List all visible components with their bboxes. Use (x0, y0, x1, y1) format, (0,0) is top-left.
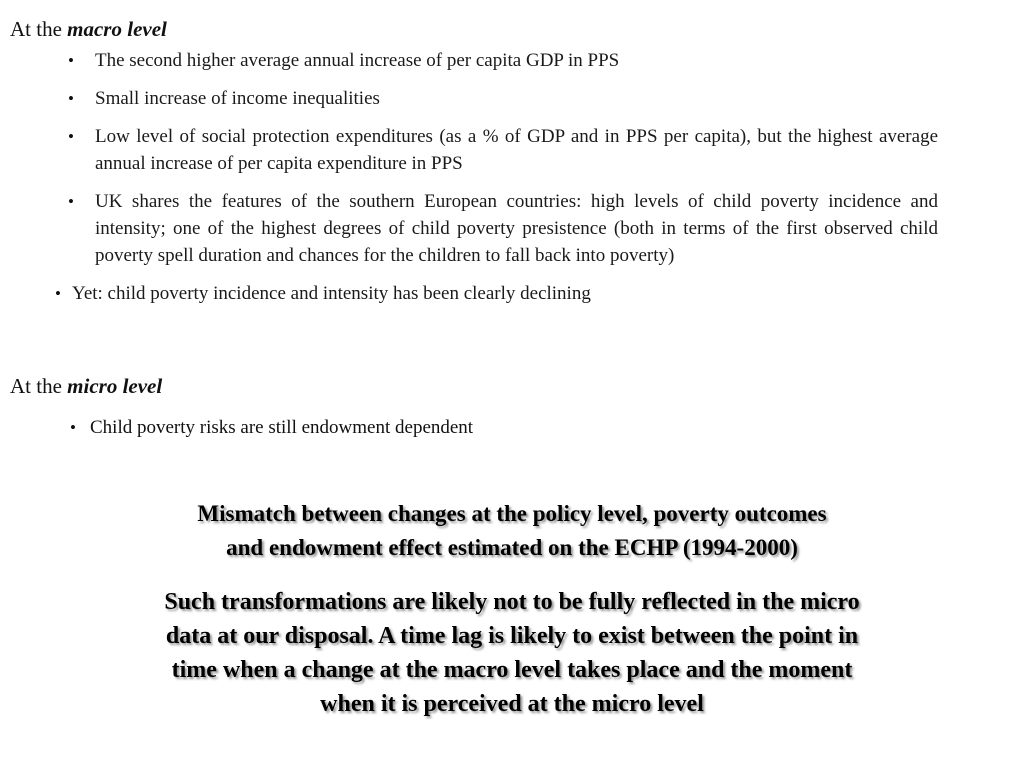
callout-body (0, 585, 1024, 721)
callout-title-line: and endowment effect estimated on the ECHP (1994-2000) (226, 535, 798, 560)
callout-title (0, 497, 1024, 565)
bullet-text: Child poverty risks are still endowment dependent (90, 417, 474, 438)
heading-emphasis: macro level (67, 17, 167, 41)
bullet-item (68, 188, 938, 269)
bullet-icon: • (68, 127, 74, 146)
heading-prefix: At the (10, 17, 68, 41)
callout-body-line: data at our disposal. A time lag is likely to exist between the point in (165, 623, 859, 649)
callout-body-line: when it is perceived at the micro level (320, 691, 704, 717)
bullet-text: The second higher average annual increase of per capita GDP in PPS (95, 50, 620, 71)
heading-emphasis: micro level (67, 374, 163, 398)
bullet-icon: • (68, 51, 74, 70)
callout-body-line: time when a change at the macro level takes place and the moment (171, 657, 853, 683)
bullet-item (68, 47, 938, 74)
bullet-item (68, 85, 938, 112)
bullet-item (70, 414, 473, 441)
bullet-text: Low level of social protection expenditures (as a % of GDP and in PPS per capita), but the highest average annual increase of per capita expenditure in PPS (95, 126, 938, 174)
bullet-icon: • (68, 192, 74, 211)
callout-title-line: Mismatch between changes at the policy level, poverty outcomes (197, 501, 827, 526)
bullet-item (68, 123, 938, 177)
bullet-icon: • (70, 418, 76, 437)
micro-section-heading (10, 373, 162, 399)
macro-section-heading (10, 16, 167, 42)
callout-body-line: Such transformations are likely not to be fully reflected in the micro (164, 589, 860, 615)
bullet-text: Yet: child poverty incidence and intensity has been clearly declining (72, 283, 591, 304)
bullet-icon: • (68, 89, 74, 108)
bullet-text: Small increase of income inequalities (95, 88, 380, 109)
macro-bullet-list (55, 47, 938, 318)
bullet-item (55, 280, 938, 307)
bullet-text: UK shares the features of the southern European countries: high levels of child poverty incidence and intensity; one of the highest degrees of child poverty presistence (both in terms of the first observed child poverty spell duration and chances for the children to fall back into poverty) (95, 191, 938, 266)
bullet-icon: • (55, 284, 61, 303)
heading-prefix: At the (10, 374, 68, 398)
